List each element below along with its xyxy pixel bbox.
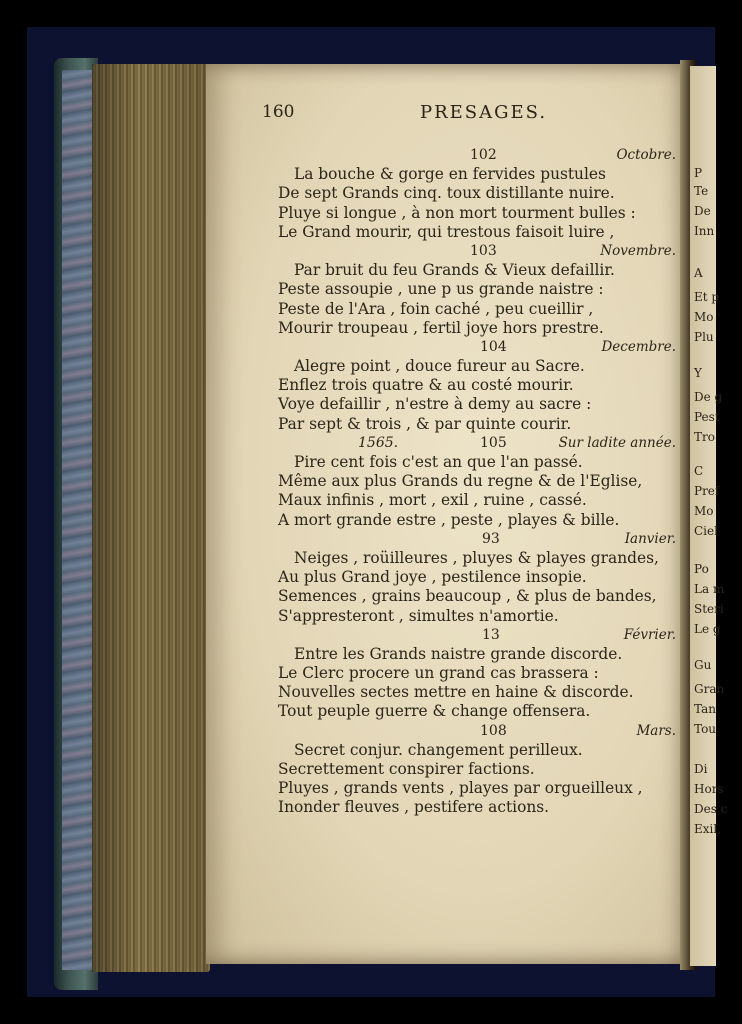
quatrain-heading: [276, 434, 680, 453]
facing-page-text-fragment: Te: [694, 184, 709, 198]
facing-page-text-fragment: P: [694, 166, 703, 180]
quatrain-number: 93: [482, 530, 500, 547]
marbled-endpaper: [62, 70, 92, 970]
facing-page-text-fragment: Di: [694, 762, 708, 776]
verse-line: Pluyes , grands vents , playes par orgueilleux ,: [278, 779, 643, 798]
quatrain-year: 1565.: [358, 434, 399, 451]
facing-page-text-fragment: Y: [694, 366, 702, 380]
facing-page-text-fragment: Inn: [694, 224, 715, 238]
facing-page-text-fragment: Pref: [694, 484, 720, 498]
quatrain-text: [276, 146, 680, 818]
facing-page-text-fragment: La m: [694, 582, 725, 596]
page-header: [262, 102, 662, 130]
facing-page-text-fragment: Gu: [694, 658, 712, 672]
verse-line: Par sept & trois , & par quinte courir.: [278, 414, 572, 433]
verse-line: La bouche & gorge en fervides pustules: [294, 165, 606, 184]
running-title: PRESAGES.: [420, 102, 548, 123]
verse-line: Même aux plus Grands du regne & de l'Eglise,: [278, 472, 643, 491]
verse-line: Nouvelles sectes mettre en haine & discorde.: [278, 683, 634, 702]
quatrain-number: 13: [482, 626, 500, 643]
verse-line: Pluye si longue , à non mort tourment bulles :: [278, 203, 636, 222]
facing-page-text-fragment: A: [694, 266, 703, 280]
quatrain-month: Mars.: [636, 722, 676, 739]
verse-line: A mort grande estre , peste , playes & bille.: [278, 510, 620, 529]
verse-line: Voye defaillir , n'estre à demy au sacre :: [278, 395, 592, 414]
verse-line: De sept Grands cinq. toux distillante nuire.: [278, 184, 615, 203]
verse-line: Tout peuple guerre & change offensera.: [278, 702, 591, 721]
verse-line: Secret conjur. changement perilleux.: [294, 740, 583, 759]
facing-page-text-fragment: Po: [694, 562, 709, 576]
verse-line: Le Clerc procere un grand cas brassera :: [278, 664, 599, 683]
quatrain-month: Decembre.: [601, 338, 676, 355]
verse-line: Le Grand mourir, qui trestous faisoit luire ,: [278, 222, 615, 241]
verse-line: Au plus Grand joye , pestilence insopie.: [278, 568, 587, 587]
facing-page-text-fragment: De g: [694, 390, 723, 404]
quatrain-number: 105: [480, 434, 507, 451]
verse-line: Inonder fleuves , pestifere actions.: [278, 798, 550, 817]
quatrain-heading: [276, 146, 680, 165]
verse-line: Mourir troupeau , fertil joye hors prestre.: [278, 318, 604, 337]
quatrain-heading: [276, 530, 680, 549]
verse-line: Enflez trois quatre & au costé mourir.: [278, 376, 574, 395]
page-block-shadow: [92, 64, 210, 972]
facing-page-text-fragment: De: [694, 204, 711, 218]
facing-page-text-fragment: Et p: [694, 290, 720, 304]
quatrain-month: Ianvier.: [624, 530, 676, 547]
quatrain-heading: [276, 722, 680, 741]
facing-page-text-fragment: Mo: [694, 504, 714, 518]
facing-page-text-fragment: Des c: [694, 802, 728, 816]
facing-page-text-fragment: Tou: [694, 722, 717, 736]
verse-line: Peste assoupie , une p us grande naistre :: [278, 280, 604, 299]
quatrain-number: 104: [480, 338, 507, 355]
facing-page-edge: [690, 66, 728, 966]
facing-page-text-fragment: Plu: [694, 330, 714, 344]
quatrain-month: Novembre.: [600, 242, 676, 259]
verse-line: Peste de l'Ara , foin caché , peu cueillir ,: [278, 299, 594, 318]
verse-line: S'appresteront , simultes n'amortie.: [278, 606, 559, 625]
quatrain-heading: [276, 626, 680, 645]
facing-page-text-fragment: Hors: [694, 782, 724, 796]
facing-page-text-fragment: Tan: [694, 702, 716, 716]
facing-page-text-fragment: C: [694, 464, 704, 478]
verse-line: Alegre point , douce fureur au Sacre.: [294, 357, 585, 376]
quatrain-month: Sur ladite année.: [558, 434, 676, 451]
facing-page-text-fragment: Tro: [694, 430, 715, 444]
quatrain-number: 102: [470, 147, 497, 163]
page-number: 160: [262, 102, 295, 122]
facing-page-text-fragment: Le g: [694, 622, 721, 636]
quatrain-month: Février.: [623, 626, 676, 643]
facing-page-text-fragment: Mo: [694, 310, 714, 324]
verse-line: Secrettement conspirer factions.: [278, 760, 535, 778]
quatrain-heading: [276, 242, 680, 261]
verse-line: Semences , grains beaucoup , & plus de bandes,: [278, 587, 657, 606]
facing-page-text-fragment: Gran: [694, 682, 725, 696]
verse-line: Maux infinis , mort , exil , ruine , cassé.: [278, 491, 587, 510]
quatrain-number: 103: [470, 242, 497, 259]
quatrain-heading: [276, 338, 680, 357]
facing-page-text-fragment: Ciel: [694, 524, 718, 538]
verse-line: Pire cent fois c'est an que l'an passé.: [294, 453, 583, 471]
facing-page-text-fragment: Steri: [694, 602, 724, 616]
verse-line: Par bruit du feu Grands & Vieux defaillir.: [294, 261, 615, 280]
verse-line: Neiges , roüilleures , pluyes & playes grandes,: [294, 548, 659, 567]
quatrain-number: 108: [480, 722, 507, 739]
quatrain-month: Octobre.: [616, 147, 676, 163]
facing-page-text-fragment: Pest: [694, 410, 720, 424]
facing-page-text-fragment: Exil,: [694, 822, 722, 836]
verse-line: Entre les Grands naistre grande discorde.: [294, 644, 623, 663]
